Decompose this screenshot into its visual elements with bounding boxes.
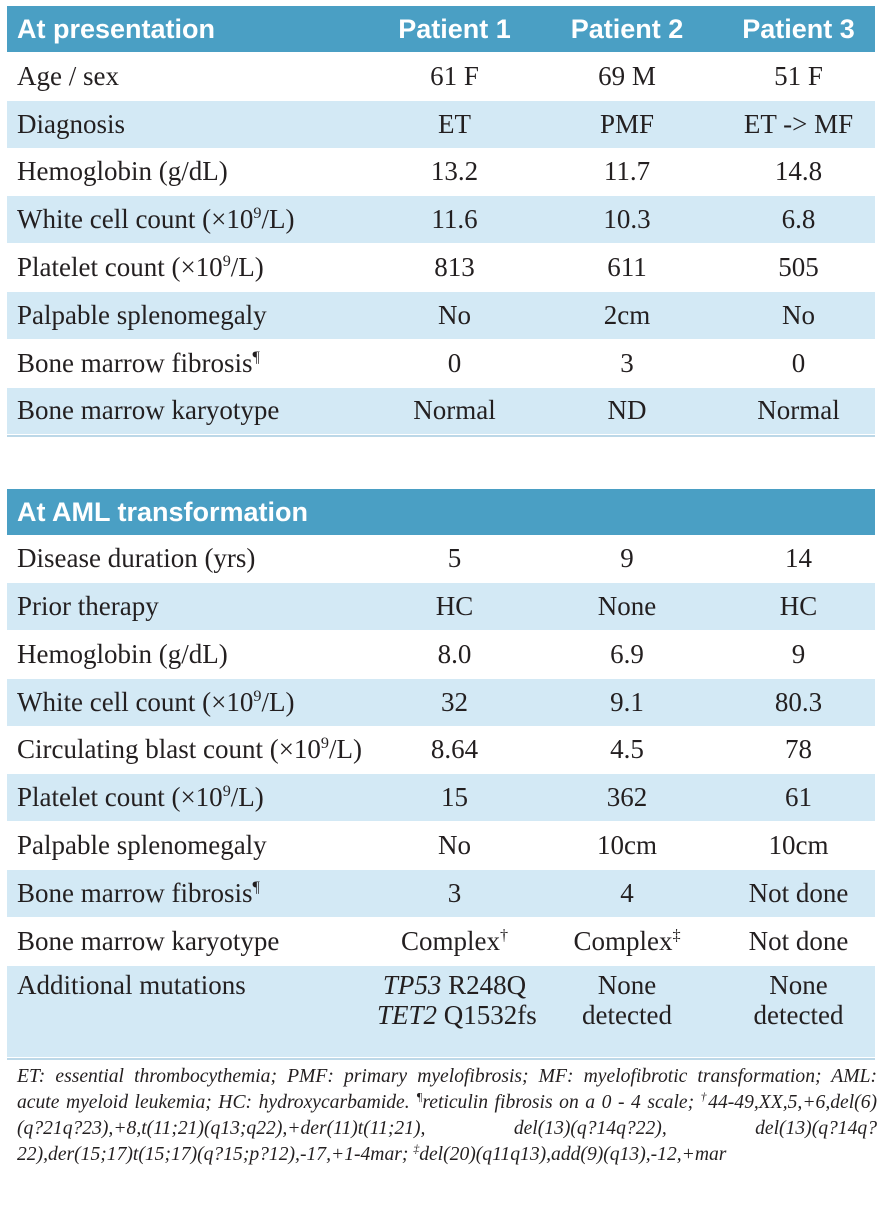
table-row: [7, 101, 875, 149]
cell-patient-3: Not done: [748, 877, 849, 908]
cell-patient-2: Complex‡: [573, 925, 681, 956]
table-row: [7, 870, 875, 918]
table-row: [7, 727, 875, 775]
cell-patient-1: 11.6: [431, 204, 478, 235]
cell-patient-3: ET -> MF: [743, 108, 854, 139]
mutation-line: TP53 R248Q: [382, 969, 527, 1000]
table-row: [7, 918, 875, 966]
cell-patient-1: 15: [441, 782, 468, 813]
row-label: Additional mutations: [17, 969, 246, 1000]
cell-patient-1: ET: [438, 108, 471, 139]
cell-patient-1: 8.0: [437, 638, 472, 669]
cell-patient-3: 6.8: [781, 204, 816, 235]
cell-patient-3: 78: [785, 734, 812, 765]
table-row-mutations: [7, 966, 875, 1058]
row-label: Palpable splenomegaly: [17, 830, 267, 861]
table-row: [7, 388, 875, 436]
column-header-patient-2: Patient 2: [570, 13, 684, 44]
table-bottom-rule: [7, 1058, 875, 1060]
cell-patient-2: 3: [620, 347, 634, 378]
table-footnote: ET: essential thrombocythemia; PMF: primary myelofibrosis; MF: myelofibrotic transformation; AML: acute myeloid leukemia; HC: hydroxycarbamide. ¶reticulin fibrosis on a 0 - 4 scale; †44-49,XX,5,+6,del(6)(q?21q?23),+8,t(11;21)(q13;q22),+der(11)t(11;21), del(13)(q?14q?22), del(13)(q?14q?22),der(15;17)t(15;17)(q?15;p?12),-17,+1-4mar; ‡del(20)(q11q13),add(9)(q13),-12,+mar: [17, 1066, 878, 1165]
cell-patient-3: No: [782, 299, 815, 330]
cell-patient-3: None detected: [753, 969, 844, 1030]
cell-patient-3: Normal: [757, 395, 840, 426]
cell-patient-1: 32: [441, 686, 468, 717]
row-label: Bone marrow fibrosis¶: [17, 347, 260, 378]
column-header-patient-3: Patient 3: [742, 13, 855, 44]
table-row: [7, 292, 875, 340]
cell-patient-1: No: [438, 830, 471, 861]
row-label: Palpable splenomegaly: [17, 299, 267, 330]
cell-patient-1: 8.64: [430, 734, 479, 765]
cell-patient-3: 14: [785, 543, 812, 574]
row-label: Platelet count $(\times 10^9/L)$: [17, 782, 264, 813]
row-label: Bone marrow karyotype: [17, 395, 280, 426]
cell-patient-1: 5: [447, 543, 462, 574]
table-row: [7, 244, 875, 292]
cell-patient-2: 4.5: [610, 734, 644, 765]
cell-patient-3: 51 F: [774, 60, 823, 91]
table-row: [7, 679, 875, 727]
cell-patient-2: None: [597, 591, 657, 622]
cell-patient-1: 0: [447, 347, 462, 378]
table-row: [7, 53, 875, 101]
table-row: [7, 340, 875, 388]
cell-patient-3: 505: [778, 252, 819, 283]
cell-patient-2: 11.7: [603, 156, 651, 187]
cell-patient-2: 10cm: [597, 830, 657, 861]
cell-patient-3: 0: [791, 347, 806, 378]
cell-patient-3: HC: [779, 591, 818, 622]
cell-patient-1: 813: [434, 252, 475, 283]
row-label: Bone marrow karyotype: [17, 925, 280, 956]
table-row: [7, 822, 875, 870]
presentation-header-row: [7, 6, 875, 53]
row-label: Platelet count $(\times 10^9/L)$: [17, 252, 264, 283]
cell-patient-3: 9: [791, 638, 806, 669]
section-title-presentation: At presentation: [17, 13, 216, 44]
mutation-line: TET2 Q1532fs: [377, 999, 537, 1030]
cell-patient-2: 4: [620, 877, 634, 908]
cell-patient-2: 9.1: [610, 686, 644, 717]
cell-patient-2: 6.9: [610, 638, 644, 669]
row-label: Bone marrow fibrosis¶: [17, 877, 260, 908]
section-title-transformation: At AML transformation: [7, 489, 875, 535]
cell-patient-1: 13.2: [430, 156, 479, 187]
row-label: Diagnosis: [17, 108, 125, 139]
row-label: Circulating blast count $(\times 10^9/L)$: [17, 734, 363, 765]
cell-patient-3: 14.8: [774, 156, 823, 187]
cell-patient-2: ND: [607, 395, 647, 426]
row-label: Disease duration (yrs): [17, 543, 256, 574]
table-row: [7, 149, 875, 197]
cell-patient-2: 362: [606, 782, 648, 813]
cell-patient-2: 611: [607, 252, 647, 283]
cell-patient-1: Complex†: [400, 925, 509, 956]
table-row: [7, 535, 875, 583]
cell-patient-2: 10.3: [603, 204, 651, 235]
row-label: Hemoglobin (g/dL): [17, 638, 228, 669]
cell-patient-1: HC: [435, 591, 474, 622]
cell-patient-3: Not done: [748, 925, 849, 956]
cell-patient-1: 61 F: [430, 60, 479, 91]
table-row: [7, 631, 875, 679]
table-row: [7, 774, 875, 822]
patient-table: [7, 6, 875, 1060]
row-label: Hemoglobin (g/dL): [17, 156, 228, 187]
cell-patient-1: [377, 969, 537, 1030]
cell-patient-2: PMF: [599, 108, 655, 139]
row-label: White cell count $(\times 10^9/L)$: [17, 204, 295, 235]
table-row: [7, 583, 875, 631]
cell-patient-2: 69 M: [598, 60, 656, 91]
column-header-patient-1: Patient 1: [398, 13, 511, 44]
table-row: [7, 196, 875, 244]
row-label: White cell count $(\times 10^9/L)$: [17, 686, 295, 717]
cell-patient-2: None detected: [582, 969, 672, 1030]
cell-patient-3: 80.3: [774, 686, 823, 717]
cell-patient-1: 3: [447, 877, 462, 908]
row-label: Age / sex: [17, 60, 119, 91]
cell-patient-1: Normal: [413, 395, 496, 426]
cell-patient-2: 2cm: [603, 299, 651, 330]
cell-patient-2: 9: [620, 543, 634, 574]
cell-patient-3: 61: [785, 782, 812, 813]
row-label: Prior therapy: [17, 591, 159, 622]
cell-patient-1: No: [438, 299, 471, 330]
section-divider: [7, 435, 875, 489]
cell-patient-3: 10cm: [768, 830, 829, 861]
